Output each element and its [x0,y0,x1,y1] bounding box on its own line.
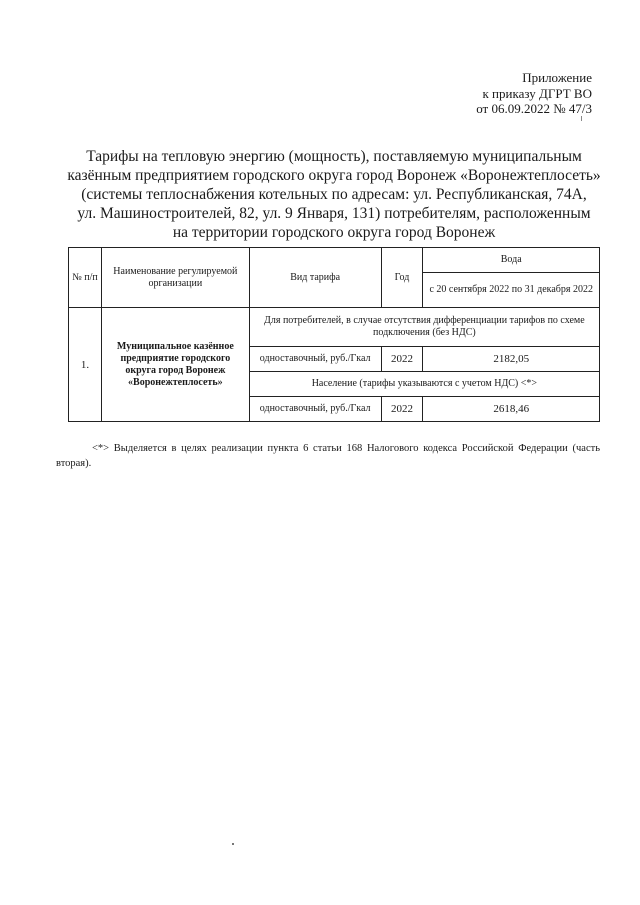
tariff-type-cell: одноставочный, руб./Гкал [249,397,381,422]
row-num: 1. [69,308,102,422]
scan-mark [581,116,582,121]
tariff-value-cell: 2618,46 [423,397,600,422]
header-period: с 20 сентября 2022 по 31 декабря 2022 [423,273,600,308]
tariff-table [68,247,600,422]
year-cell: 2022 [381,397,423,422]
title-line: казённым предприятием городского округа город Воронеж «Воронежтеплосеть» [67,167,601,184]
header-year: Год [381,248,423,308]
appendix-header [352,70,592,117]
appendix-order-date: от 06.09.2022 № 47/3 [476,101,592,116]
org-name: Муниципальное казённое предприятие городского округа город Воронеж «Воронежтеплосеть» [101,308,249,422]
year-cell: 2022 [381,347,423,372]
tariff-value-cell: 2182,05 [423,347,600,372]
document-title [56,147,612,242]
header-water: Вода [423,248,600,273]
header-num: № п/п [69,248,102,308]
table-row [69,308,600,347]
header-tariff-type: Вид тарифа [249,248,381,308]
section-population: Население (тарифы указываются с учетом НДС) <*> [249,372,599,397]
header-org: Наименование регулируемой организации [101,248,249,308]
appendix-label: Приложение [522,70,592,85]
title-line: на территории городского округа город Воронеж [172,224,496,241]
title-line: Тарифы на тепловую энергию (мощность), поставляемую муниципальным [86,148,582,165]
title-line: (системы теплоснабжения котельных по адресам: ул. Республиканская, 74А, [81,186,587,203]
title-line: ул. Машиностроителей, 82, ул. 9 Января, 131) потребителям, расположенным [77,205,591,222]
scan-mark [232,843,234,845]
tariff-type-cell: одноставочный, руб./Гкал [249,347,381,372]
appendix-order-ref: к приказу ДГРТ ВО [482,85,592,101]
table-header-row [69,248,600,273]
footnote: <*> Выделяется в целях реализации пункта 6 статьи 168 Налогового кодекса Российской Федерации (часть вторая). [56,443,600,469]
section-consumers: Для потребителей, в случае отсутствия дифференциации тарифов по схеме подключения (без НДС) [249,308,599,347]
